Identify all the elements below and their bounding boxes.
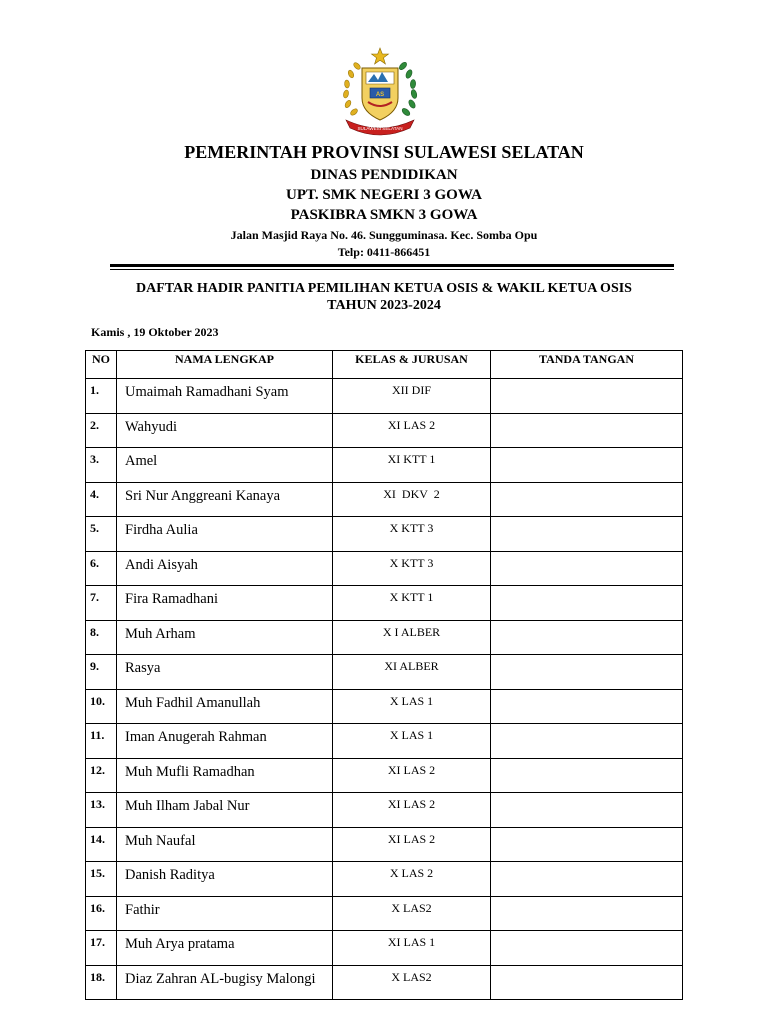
header-name: NAMA LENGKAP bbox=[117, 351, 333, 379]
row-signature-cell bbox=[491, 896, 683, 931]
table-row bbox=[86, 827, 683, 862]
table-row bbox=[86, 758, 683, 793]
row-name: Firdha Aulia bbox=[117, 517, 333, 552]
row-no: 1. bbox=[86, 379, 117, 414]
table-row bbox=[86, 517, 683, 552]
letterhead-divider-thick bbox=[110, 264, 674, 267]
star-icon bbox=[372, 48, 389, 64]
header-unit: PASKIBRA SMKN 3 GOWA bbox=[290, 207, 478, 223]
row-kelas: XII DIF bbox=[333, 379, 491, 414]
row-kelas: X LAS 1 bbox=[333, 724, 491, 759]
row-name: Fira Ramadhani bbox=[117, 586, 333, 621]
row-signature-cell bbox=[491, 413, 683, 448]
row-signature-cell bbox=[491, 931, 683, 966]
header-department: DINAS PENDIDIKAN bbox=[310, 167, 458, 183]
document-title: DAFTAR HADIR PANITIA PEMILIHAN KETUA OSIS & WAKIL KETUA OSIS bbox=[136, 281, 632, 296]
table-row bbox=[86, 413, 683, 448]
row-kelas: XI ALBER bbox=[333, 655, 491, 690]
row-signature-cell bbox=[491, 551, 683, 586]
attendance-table bbox=[85, 350, 683, 1000]
table-row bbox=[86, 793, 683, 828]
document-date: Kamis , 19 Oktober 2023 bbox=[91, 325, 219, 339]
header-government: PEMERINTAH PROVINSI SULAWESI SELATAN bbox=[184, 142, 584, 162]
row-kelas: X KTT 3 bbox=[333, 551, 491, 586]
row-signature-cell bbox=[491, 965, 683, 1000]
row-name: Muh Mufli Ramadhan bbox=[117, 758, 333, 793]
row-kelas: XI LAS 1 bbox=[333, 931, 491, 966]
row-signature-cell bbox=[491, 862, 683, 897]
table-row bbox=[86, 724, 683, 759]
row-name: Muh Arham bbox=[117, 620, 333, 655]
cotton-leaf-icon bbox=[398, 61, 418, 117]
row-name: Danish Raditya bbox=[117, 862, 333, 897]
row-name: Wahyudi bbox=[117, 413, 333, 448]
row-signature-cell bbox=[491, 482, 683, 517]
row-no: 13. bbox=[86, 793, 117, 828]
table-header-row bbox=[86, 351, 683, 379]
row-signature-cell bbox=[491, 655, 683, 690]
row-kelas: X I ALBER bbox=[333, 620, 491, 655]
header-kelas: KELAS & JURUSAN bbox=[333, 351, 491, 379]
header-phone: Telp: 0411-866451 bbox=[337, 245, 431, 259]
row-signature-cell bbox=[491, 620, 683, 655]
row-name: Muh Naufal bbox=[117, 827, 333, 862]
row-name: Andi Aisyah bbox=[117, 551, 333, 586]
table-row bbox=[86, 896, 683, 931]
header-school: UPT. SMK NEGERI 3 GOWA bbox=[286, 187, 482, 203]
row-no: 8. bbox=[86, 620, 117, 655]
row-name: Muh Arya pratama bbox=[117, 931, 333, 966]
emblem-ribbon-text: SULAWESI SELATAN bbox=[357, 126, 403, 131]
row-no: 11. bbox=[86, 724, 117, 759]
header-sign: TANDA TANGAN bbox=[491, 351, 683, 379]
row-no: 2. bbox=[86, 413, 117, 448]
row-name: Umaimah Ramadhani Syam bbox=[117, 379, 333, 414]
row-kelas: X LAS2 bbox=[333, 965, 491, 1000]
row-no: 10. bbox=[86, 689, 117, 724]
row-kelas: X KTT 1 bbox=[333, 586, 491, 621]
table-row bbox=[86, 482, 683, 517]
row-name: Fathir bbox=[117, 896, 333, 931]
row-signature-cell bbox=[491, 724, 683, 759]
table-row bbox=[86, 448, 683, 483]
row-no: 4. bbox=[86, 482, 117, 517]
row-no: 9. bbox=[86, 655, 117, 690]
table-row bbox=[86, 620, 683, 655]
row-kelas: XI LAS 2 bbox=[333, 793, 491, 828]
row-name: Amel bbox=[117, 448, 333, 483]
row-kelas: XI KTT 1 bbox=[333, 448, 491, 483]
row-kelas: X LAS 2 bbox=[333, 862, 491, 897]
table-row bbox=[86, 586, 683, 621]
row-no: 17. bbox=[86, 931, 117, 966]
document-year: TAHUN 2023-2024 bbox=[327, 298, 441, 313]
table-row bbox=[86, 862, 683, 897]
table-row bbox=[86, 965, 683, 1000]
table-row bbox=[86, 379, 683, 414]
row-name: Muh Fadhil Amanullah bbox=[117, 689, 333, 724]
row-kelas: XI LAS 2 bbox=[333, 758, 491, 793]
row-kelas: X KTT 3 bbox=[333, 517, 491, 552]
row-signature-cell bbox=[491, 827, 683, 862]
table-row bbox=[86, 931, 683, 966]
row-signature-cell bbox=[491, 793, 683, 828]
row-name: Diaz Zahran AL-bugisy Malongi bbox=[117, 965, 333, 1000]
emblem-badge-text: AS bbox=[375, 92, 385, 98]
row-name: Muh Ilham Jabal Nur bbox=[117, 793, 333, 828]
table-row bbox=[86, 655, 683, 690]
row-no: 3. bbox=[86, 448, 117, 483]
row-signature-cell bbox=[491, 586, 683, 621]
row-name: Rasya bbox=[117, 655, 333, 690]
row-signature-cell bbox=[491, 517, 683, 552]
row-name: Sri Nur Anggreani Kanaya bbox=[117, 482, 333, 517]
header-address: Jalan Masjid Raya No. 46. Sungguminasa. Kec. Somba Opu bbox=[230, 228, 538, 242]
letterhead-divider-thin bbox=[110, 269, 674, 270]
table-row bbox=[86, 551, 683, 586]
row-kelas: X LAS 1 bbox=[333, 689, 491, 724]
row-signature-cell bbox=[491, 758, 683, 793]
row-signature-cell bbox=[491, 379, 683, 414]
row-kelas: X LAS2 bbox=[333, 896, 491, 931]
row-no: 16. bbox=[86, 896, 117, 931]
row-no: 18. bbox=[86, 965, 117, 1000]
row-no: 5. bbox=[86, 517, 117, 552]
row-kelas: XI LAS 2 bbox=[333, 827, 491, 862]
row-signature-cell bbox=[491, 689, 683, 724]
rice-stalk-icon bbox=[343, 61, 362, 116]
sulawesi-selatan-emblem bbox=[338, 46, 422, 138]
row-no: 6. bbox=[86, 551, 117, 586]
row-signature-cell bbox=[491, 448, 683, 483]
header-no: NO bbox=[86, 351, 117, 379]
row-kelas: XI DKV 2 bbox=[333, 482, 491, 517]
row-no: 12. bbox=[86, 758, 117, 793]
row-no: 15. bbox=[86, 862, 117, 897]
row-kelas: XI LAS 2 bbox=[333, 413, 491, 448]
table-row bbox=[86, 689, 683, 724]
row-no: 7. bbox=[86, 586, 117, 621]
row-name: Iman Anugerah Rahman bbox=[117, 724, 333, 759]
row-no: 14. bbox=[86, 827, 117, 862]
